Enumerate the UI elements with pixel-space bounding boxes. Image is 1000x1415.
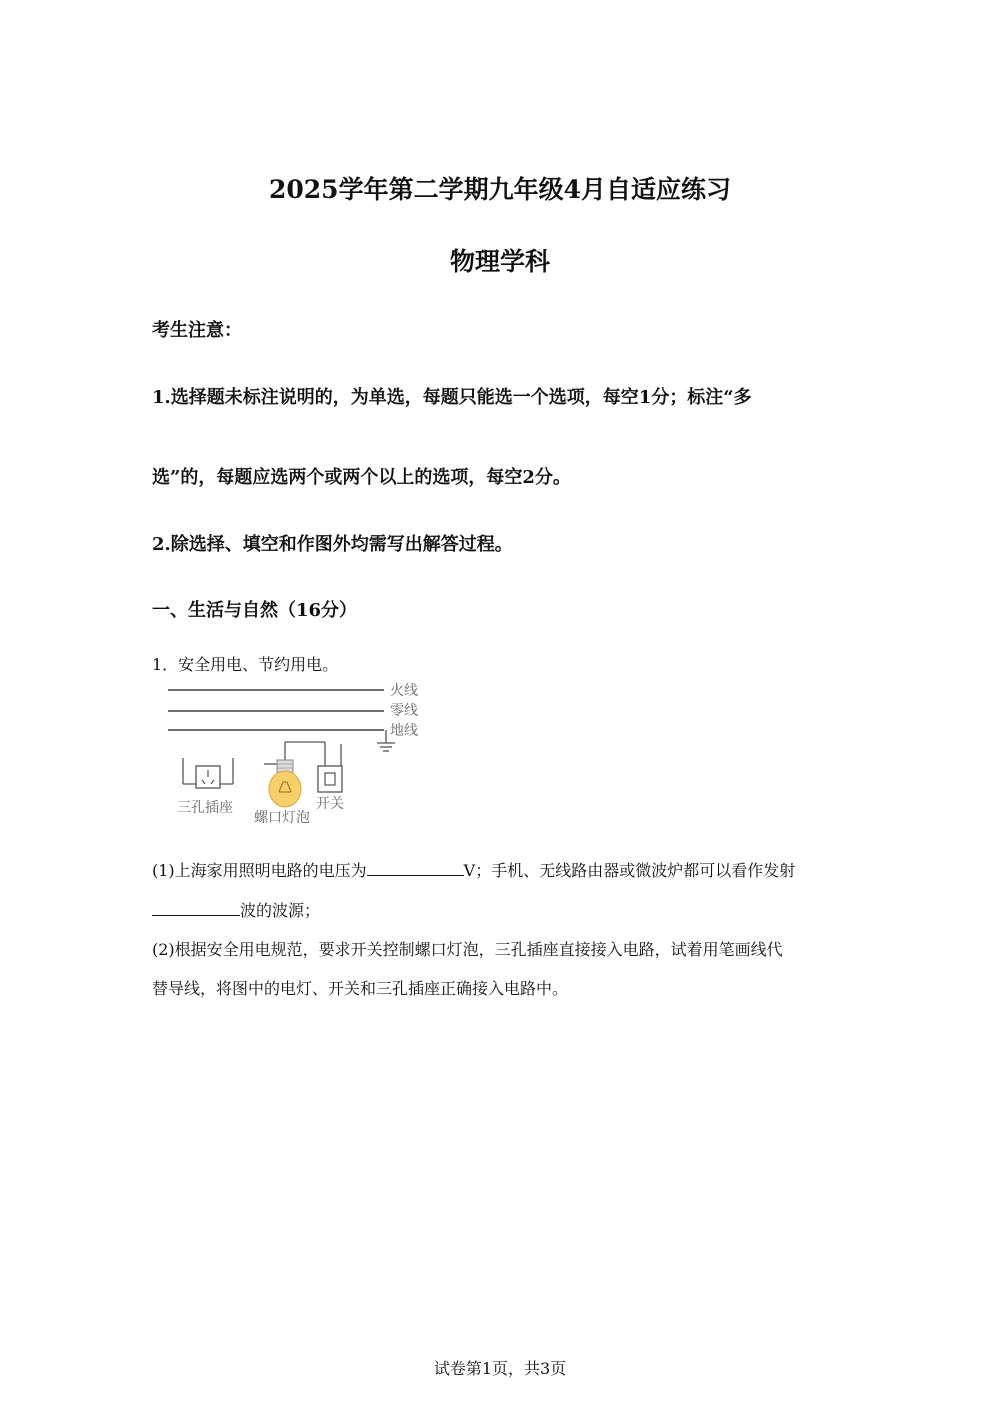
question-1-stem: 1．安全用电、节约用电。	[152, 655, 339, 674]
switch-label: 开关	[316, 796, 344, 812]
notice-heading: 考生注意：	[152, 320, 242, 341]
section-1-heading: 一、生活与自然（16分）	[152, 600, 358, 621]
page-footer: 试卷第1页，共3页	[433, 1359, 567, 1378]
part-1-line-2-text: 波的波源；	[240, 901, 321, 920]
bulb-label: 螺口灯泡	[254, 810, 310, 826]
question-1-part-2-line-2: 替导线，将图中的电灯、开关和三孔插座正确接入电路中。	[152, 979, 569, 998]
socket-label: 三孔插座	[177, 800, 233, 816]
part-1-text-before-blank: (1)上海家用照明电路的电压为	[152, 861, 367, 880]
part-1-text-after-blank: V；手机、无线路由器或微波炉都可以看作发射	[463, 861, 796, 880]
question-1-part-2-line-1: (2)根据安全用电规范，要求开关控制螺口灯泡，三孔插座直接接入电路，试着用笔画线代	[152, 940, 783, 959]
circuit-figure	[160, 680, 440, 830]
question-1-part-1-line-1	[152, 858, 795, 881]
live-wire-label: 火线	[390, 683, 418, 699]
ground-wire-label: 地线	[390, 723, 418, 739]
question-1-part-1-line-2	[152, 898, 320, 921]
neutral-wire-label: 零线	[390, 703, 418, 719]
notice-item-1-line-2: 选”的，每题应选两个或两个以上的选项，每空2分。	[152, 467, 571, 488]
voltage-answer-blank[interactable]	[367, 859, 464, 876]
notice-item-1-line-1: 1.选择题未标注说明的，为单选，每题只能选一个选项，每空1分；标注“多	[152, 387, 752, 408]
subject-title: 物理学科	[449, 247, 550, 276]
switch-icon	[318, 742, 342, 792]
wave-type-answer-blank[interactable]	[152, 899, 240, 916]
three-pin-socket-icon	[183, 758, 233, 788]
exam-title: 2025学年第二学期九年级4月自适应练习	[269, 175, 731, 204]
notice-item-2: 2.除选择、填空和作图外均需写出解答过程。	[152, 534, 513, 555]
